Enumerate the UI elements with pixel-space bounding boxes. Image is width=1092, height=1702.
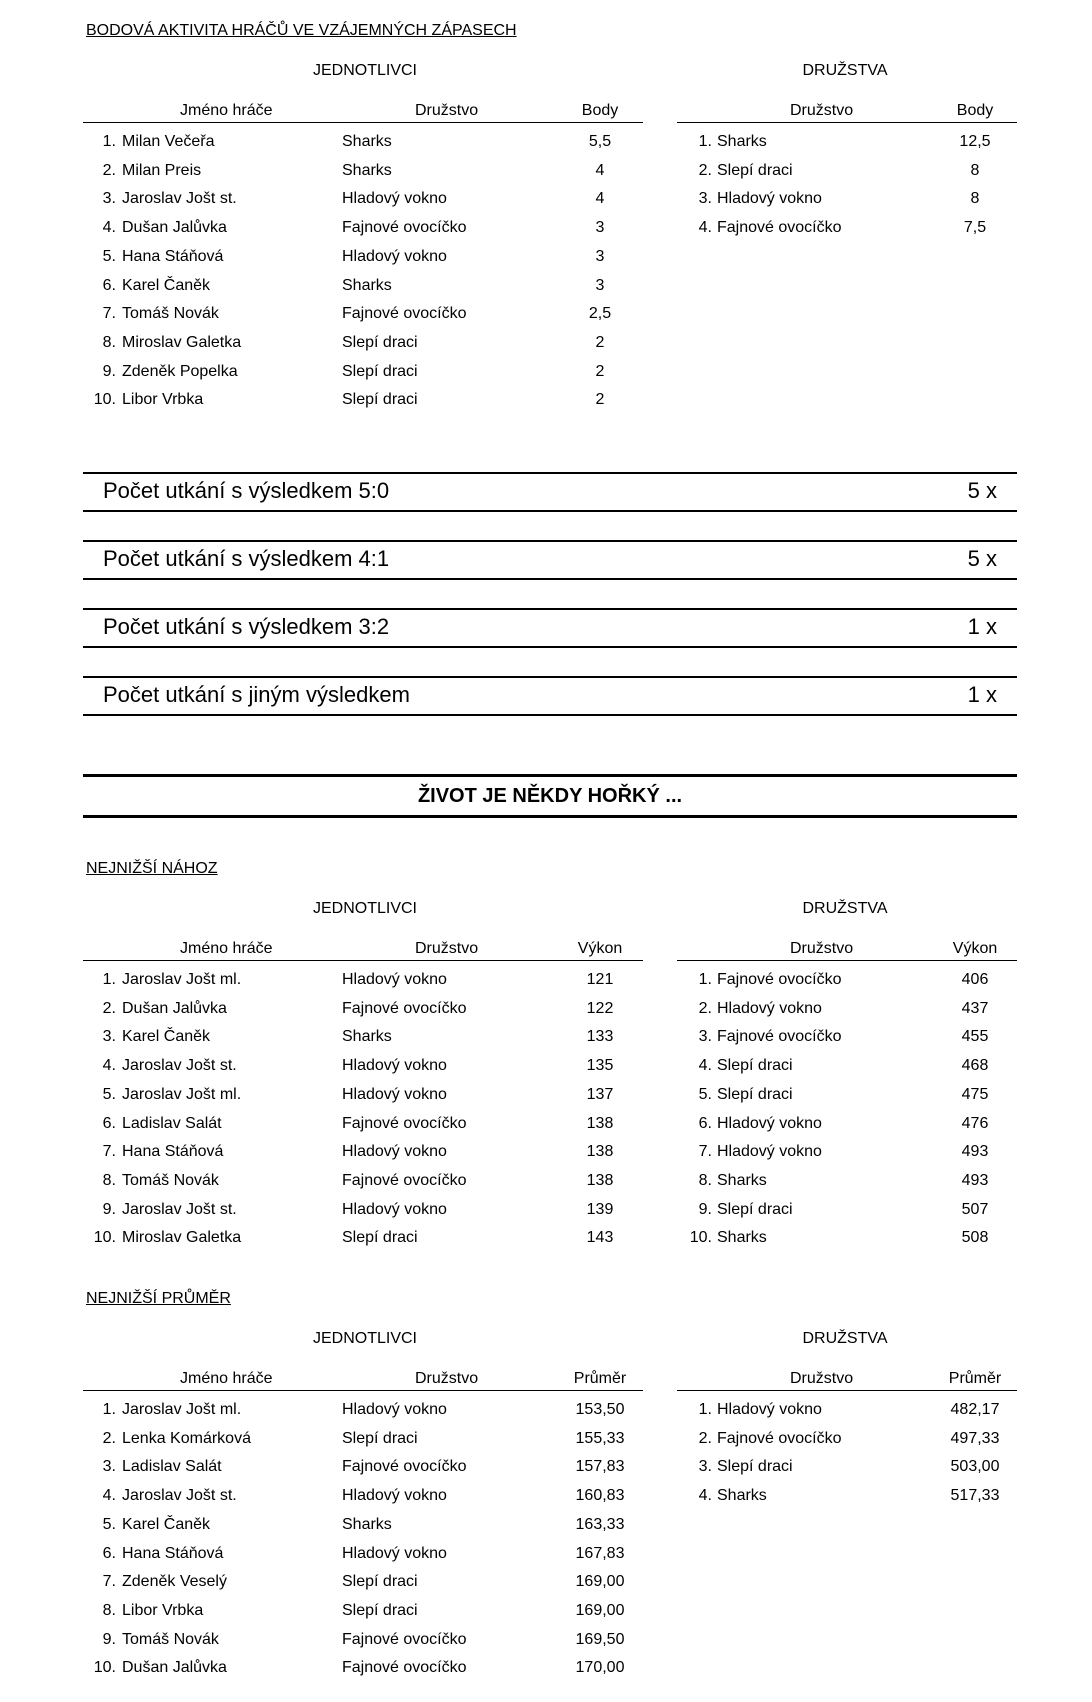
team-value: 437	[961, 999, 989, 1017]
player-team: Hladový vokno	[342, 1200, 447, 1218]
player-team: Sharks	[342, 161, 392, 179]
row-rank: 3.	[698, 1028, 712, 1046]
player-value: 3	[595, 247, 605, 265]
points-section-title: BODOVÁ AKTIVITA HRÁČŮ VE VZÁJEMNÝCH ZÁPASECH	[86, 22, 517, 39]
team-value: 8	[970, 190, 980, 208]
player-name: Hana Stáňová	[122, 1544, 224, 1562]
player-value: 163,33	[575, 1515, 625, 1533]
player-name: Jaroslav Jošt ml.	[122, 1401, 242, 1418]
team-value: 493	[961, 1143, 989, 1161]
player-name: Ladislav Salát	[122, 1114, 222, 1132]
lowest-throw-section-title: NEJNIŽŠÍ NÁHOZ	[86, 860, 218, 877]
player-name: Milan Preis	[122, 161, 202, 179]
header-player-name: Jméno hráče	[180, 940, 273, 957]
player-team: Slepí draci	[342, 362, 418, 380]
row-rank: 2.	[102, 999, 116, 1017]
team-value: 476	[961, 1114, 989, 1132]
table-row	[0, 218, 1092, 238]
player-value: 138	[586, 1171, 614, 1189]
player-name: Jaroslav Jošt st.	[122, 1487, 237, 1505]
team-name: Fajnové ovocíčko	[717, 1429, 842, 1447]
player-team: Fajnové ovocíčko	[342, 999, 467, 1017]
team-value: 482,17	[950, 1401, 1000, 1418]
row-rank: 10.	[93, 391, 116, 409]
team-name: Hladový vokno	[717, 1143, 822, 1161]
team-value: 468	[961, 1057, 989, 1075]
player-name: Dušan Jalůvka	[122, 219, 227, 237]
row-rank: 4.	[698, 1057, 712, 1075]
stat-value: 5 x	[967, 478, 997, 503]
row-rank: 5.	[102, 247, 116, 265]
player-team: Hladový vokno	[342, 1487, 447, 1505]
row-rank: 5.	[102, 1515, 116, 1533]
teams-caption: DRUŽSTVA	[802, 900, 888, 917]
banner	[83, 774, 1017, 818]
table-row	[0, 1228, 1092, 1248]
player-name: Karel Čaněk	[122, 276, 211, 294]
stat-label: Počet utkání s jiným výsledkem	[103, 682, 410, 707]
row-rank: 6.	[102, 1544, 116, 1562]
player-value: 143	[586, 1229, 614, 1247]
row-rank: 2.	[102, 161, 116, 179]
player-value: 160,83	[575, 1487, 625, 1505]
player-name: Jaroslav Jošt ml.	[122, 1085, 242, 1103]
row-rank: 4.	[102, 1487, 116, 1505]
row-rank: 7.	[102, 305, 116, 323]
stat-value: 1 x	[967, 682, 997, 707]
table-row	[0, 362, 1092, 382]
player-value: 167,83	[575, 1544, 625, 1562]
player-team: Hladový vokno	[342, 1057, 447, 1075]
player-name: Dušan Jalůvka	[122, 999, 227, 1017]
row-rank: 8.	[698, 1171, 712, 1189]
team-value: 517,33	[950, 1487, 1000, 1505]
player-value: 169,50	[575, 1630, 625, 1648]
team-name: Hladový vokno	[717, 999, 822, 1017]
team-name: Fajnové ovocíčko	[717, 1028, 842, 1046]
player-team: Fajnové ovocíčko	[342, 305, 467, 323]
header-value: Výkon	[952, 940, 998, 957]
player-team: Fajnové ovocíčko	[342, 1458, 467, 1476]
header-team: Družstvo	[415, 940, 479, 957]
team-value: 7,5	[963, 219, 987, 237]
player-value: 138	[586, 1114, 614, 1132]
team-name: Sharks	[717, 133, 767, 150]
team-name: Slepí draci	[717, 1057, 793, 1075]
table-row	[0, 1486, 1092, 1506]
table-row	[0, 161, 1092, 181]
row-rank: 1.	[102, 1401, 116, 1418]
row-rank: 9.	[698, 1200, 712, 1218]
player-name: Libor Vrbka	[122, 1601, 204, 1619]
player-value: 4	[595, 161, 605, 179]
player-name: Miroslav Galetka	[122, 333, 242, 351]
lowest-avg-section-title: NEJNIŽŠÍ PRŮMĚR	[86, 1290, 231, 1307]
table-row	[0, 1515, 1092, 1535]
header-rule	[677, 960, 1017, 961]
header-rule	[677, 122, 1017, 123]
player-team: Slepí draci	[342, 1429, 418, 1447]
team-value: 8	[970, 161, 980, 179]
row-rank: 9.	[102, 1630, 116, 1648]
player-team: Sharks	[342, 1028, 392, 1046]
player-name: Dušan Jalůvka	[122, 1659, 227, 1677]
player-value: 157,83	[575, 1458, 625, 1476]
row-rank: 6.	[102, 276, 116, 294]
teams-caption: DRUŽSTVA	[802, 62, 888, 79]
header-team: Družstvo	[415, 1370, 479, 1387]
player-name: Milan Večeřa	[122, 133, 215, 150]
team-name: Slepí draci	[717, 1200, 793, 1218]
stat-label: Počet utkání s výsledkem 4:1	[103, 546, 390, 571]
player-name: Jaroslav Jošt st.	[122, 1057, 237, 1075]
table-row	[0, 333, 1092, 353]
team-name: Sharks	[717, 1229, 767, 1247]
player-value: 170,00	[575, 1659, 625, 1677]
team-name: Sharks	[717, 1487, 767, 1505]
player-name: Karel Čaněk	[122, 1515, 211, 1533]
header-value: Průměr	[573, 1370, 627, 1387]
table-row	[0, 1429, 1092, 1449]
row-rank: 3.	[102, 190, 116, 208]
player-value: 138	[586, 1143, 614, 1161]
row-rank: 4.	[698, 219, 712, 237]
player-team: Slepí draci	[342, 1229, 418, 1247]
team-name: Slepí draci	[717, 1458, 793, 1476]
player-name: Ladislav Salát	[122, 1458, 222, 1476]
player-team: Hladový vokno	[342, 1085, 447, 1103]
table-row	[0, 304, 1092, 324]
table-row	[0, 1658, 1092, 1678]
team-name: Fajnové ovocíčko	[717, 971, 842, 988]
row-rank: 2.	[102, 1429, 116, 1447]
row-rank: 1.	[102, 971, 116, 988]
player-name: Tomáš Novák	[122, 1171, 219, 1189]
header-rule	[83, 960, 643, 961]
row-rank: 7.	[102, 1573, 116, 1591]
header-value: Body	[581, 102, 619, 119]
header-value: Průměr	[948, 1370, 1002, 1387]
table-row	[0, 970, 1092, 990]
table-row	[0, 1171, 1092, 1191]
player-name: Zdeněk Veselý	[122, 1573, 227, 1591]
player-team: Fajnové ovocíčko	[342, 1659, 467, 1677]
table-row	[0, 1027, 1092, 1047]
player-team: Fajnové ovocíčko	[342, 219, 467, 237]
player-value: 153,50	[575, 1401, 625, 1418]
player-name: Tomáš Novák	[122, 305, 219, 323]
team-name: Sharks	[717, 1171, 767, 1189]
table-row	[0, 1630, 1092, 1650]
header-team: Družstvo	[790, 102, 854, 119]
header-team: Družstvo	[790, 1370, 854, 1387]
stat-label: Počet utkání s výsledkem 5:0	[103, 478, 390, 503]
team-name: Slepí draci	[717, 161, 793, 179]
header-value: Výkon	[577, 940, 623, 957]
player-team: Hladový vokno	[342, 247, 447, 265]
stat-box-3-2	[83, 608, 1017, 648]
row-rank: 3.	[102, 1028, 116, 1046]
player-team: Fajnové ovocíčko	[342, 1630, 467, 1648]
player-value: 3	[595, 276, 605, 294]
header-rule	[677, 1390, 1017, 1391]
row-rank: 8.	[102, 1601, 116, 1619]
row-rank: 4.	[102, 219, 116, 237]
row-rank: 6.	[698, 1114, 712, 1132]
team-name: Fajnové ovocíčko	[717, 219, 842, 237]
player-name: Jaroslav Jošt st.	[122, 190, 237, 208]
player-team: Hladový vokno	[342, 1401, 447, 1418]
player-team: Hladový vokno	[342, 1143, 447, 1161]
header-rule	[83, 122, 643, 123]
player-name: Miroslav Galetka	[122, 1229, 242, 1247]
player-value: 122	[586, 999, 614, 1017]
player-value: 169,00	[575, 1573, 625, 1591]
stat-label: Počet utkání s výsledkem 3:2	[103, 614, 390, 639]
player-value: 2	[595, 362, 605, 380]
table-row	[0, 132, 1092, 152]
table-row	[0, 276, 1092, 296]
player-value: 133	[586, 1028, 614, 1046]
table-row	[0, 247, 1092, 267]
row-rank: 9.	[102, 1200, 116, 1218]
player-value: 3	[595, 219, 605, 237]
individuals-caption: JEDNOTLIVCI	[312, 1330, 417, 1347]
table-row	[0, 1085, 1092, 1105]
stat-box-other	[83, 676, 1017, 716]
player-value: 2	[595, 333, 605, 351]
player-value: 2	[595, 391, 605, 409]
header-team: Družstvo	[790, 940, 854, 957]
row-rank: 2.	[698, 999, 712, 1017]
banner-text: ŽIVOT JE NĚKDY HOŘKÝ ...	[417, 785, 683, 807]
player-value: 121	[586, 971, 614, 988]
individuals-caption: JEDNOTLIVCI	[312, 900, 417, 917]
row-rank: 3.	[102, 1458, 116, 1476]
player-value: 4	[595, 190, 605, 208]
row-rank: 10.	[93, 1229, 116, 1247]
table-row	[0, 189, 1092, 209]
player-name: Hana Stáňová	[122, 247, 224, 265]
row-rank: 5.	[698, 1085, 712, 1103]
row-rank: 7.	[102, 1143, 116, 1161]
team-value: 508	[961, 1229, 989, 1247]
row-rank: 4.	[102, 1057, 116, 1075]
team-value: 475	[961, 1085, 989, 1103]
player-value: 139	[586, 1200, 614, 1218]
row-rank: 10.	[689, 1229, 712, 1247]
team-value: 507	[961, 1200, 989, 1218]
player-team: Slepí draci	[342, 333, 418, 351]
table-row	[0, 1400, 1092, 1420]
player-team: Fajnové ovocíčko	[342, 1114, 467, 1132]
player-value: 135	[586, 1057, 614, 1075]
player-team: Hladový vokno	[342, 1544, 447, 1562]
player-team: Fajnové ovocíčko	[342, 1171, 467, 1189]
player-value: 155,33	[575, 1429, 625, 1447]
row-rank: 1.	[102, 133, 116, 150]
player-name: Tomáš Novák	[122, 1630, 219, 1648]
individuals-caption: JEDNOTLIVCI	[312, 62, 417, 79]
player-name: Jaroslav Jošt st.	[122, 1200, 237, 1218]
stat-value: 5 x	[967, 546, 997, 571]
table-row	[0, 1142, 1092, 1162]
team-name: Hladový vokno	[717, 190, 822, 208]
row-rank: 3.	[698, 1458, 712, 1476]
table-row	[0, 1056, 1092, 1076]
header-rule	[83, 1390, 643, 1391]
team-value: 493	[961, 1171, 989, 1189]
row-rank: 1.	[698, 971, 712, 988]
table-row	[0, 390, 1092, 410]
team-value: 497,33	[950, 1429, 1000, 1447]
table-row	[0, 1544, 1092, 1564]
row-rank: 1.	[698, 133, 712, 150]
team-name: Slepí draci	[717, 1085, 793, 1103]
player-team: Sharks	[342, 133, 392, 150]
player-team: Sharks	[342, 1515, 392, 1533]
row-rank: 8.	[102, 1171, 116, 1189]
player-name: Karel Čaněk	[122, 1028, 211, 1046]
player-value: 2,5	[588, 305, 612, 323]
team-name: Hladový vokno	[717, 1114, 822, 1132]
player-name: Zdeněk Popelka	[122, 362, 238, 380]
player-name: Hana Stáňová	[122, 1143, 224, 1161]
table-row	[0, 1200, 1092, 1220]
player-name: Jaroslav Jošt ml.	[122, 971, 242, 988]
header-value: Body	[956, 102, 994, 119]
team-value: 406	[961, 971, 989, 988]
row-rank: 1.	[698, 1401, 712, 1418]
header-player-name: Jméno hráče	[180, 102, 273, 119]
team-value: 12,5	[959, 133, 991, 150]
player-name: Libor Vrbka	[122, 391, 204, 409]
row-rank: 2.	[698, 1429, 712, 1447]
player-team: Sharks	[342, 276, 392, 294]
player-value: 169,00	[575, 1601, 625, 1619]
player-team: Hladový vokno	[342, 190, 447, 208]
player-value: 5,5	[588, 133, 612, 150]
row-rank: 4.	[698, 1487, 712, 1505]
header-team: Družstvo	[415, 102, 479, 119]
player-team: Slepí draci	[342, 391, 418, 409]
row-rank: 7.	[698, 1143, 712, 1161]
row-rank: 2.	[698, 161, 712, 179]
team-name: Hladový vokno	[717, 1401, 822, 1418]
table-row	[0, 1601, 1092, 1621]
team-value: 503,00	[950, 1458, 1000, 1476]
table-row	[0, 1114, 1092, 1134]
player-value: 137	[586, 1085, 614, 1103]
row-rank: 5.	[102, 1085, 116, 1103]
header-player-name: Jméno hráče	[180, 1370, 273, 1387]
row-rank: 10.	[93, 1659, 116, 1677]
player-team: Hladový vokno	[342, 971, 447, 988]
table-row	[0, 999, 1092, 1019]
table-row	[0, 1457, 1092, 1477]
stat-box-5-0	[83, 472, 1017, 512]
row-rank: 6.	[102, 1114, 116, 1132]
row-rank: 8.	[102, 333, 116, 351]
team-value: 455	[961, 1028, 989, 1046]
table-row	[0, 1572, 1092, 1592]
player-name: Lenka Komárková	[122, 1429, 251, 1447]
stat-box-4-1	[83, 540, 1017, 580]
teams-caption: DRUŽSTVA	[802, 1330, 888, 1347]
row-rank: 3.	[698, 190, 712, 208]
player-team: Slepí draci	[342, 1601, 418, 1619]
stat-value: 1 x	[967, 614, 997, 639]
player-team: Slepí draci	[342, 1573, 418, 1591]
row-rank: 9.	[102, 362, 116, 380]
